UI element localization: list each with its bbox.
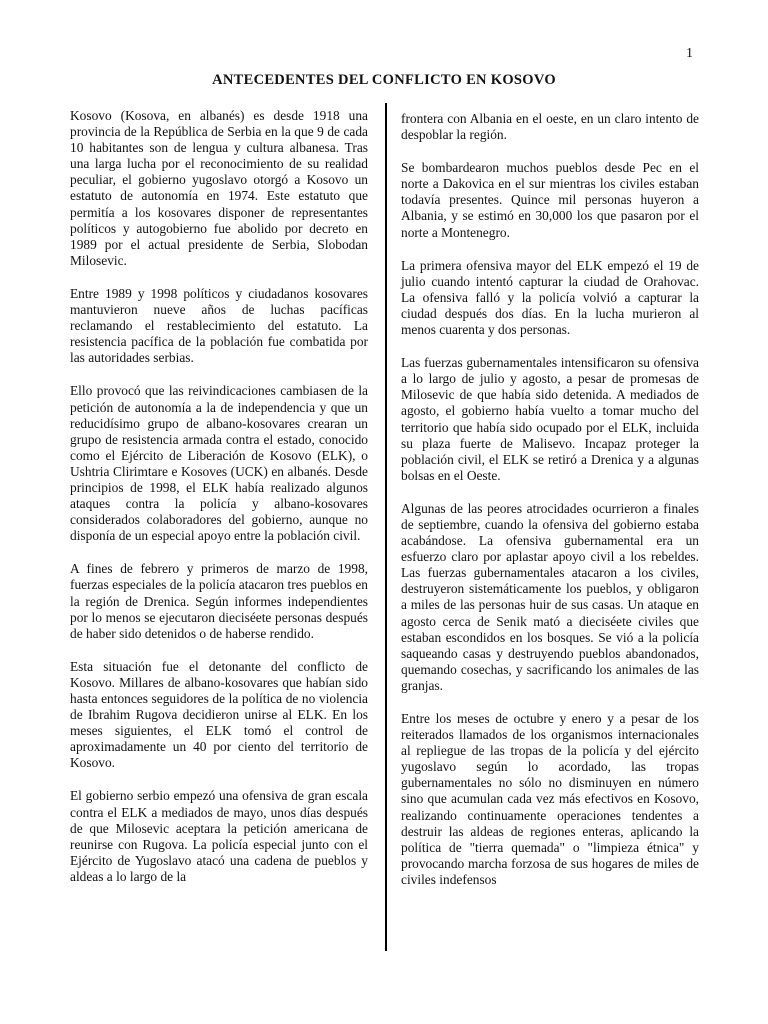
document-title: ANTECEDENTES DEL CONFLICTO EN KOSOVO	[212, 72, 556, 88]
paragraph: Entre los meses de octubre y enero y a pesar de los reiterados llamados de los organismos internacionales al repliegue de las tropas de la policía y del ejército yugoslavo según lo acordado, las tropas gubernamentales no sólo no disminuyen en número sino que acumulan cada vez más efectivos en Kosovo, realizando continuamente operaciones tendentes a destruir las aldeas de regiones enteras, aplicando la política de "tierra quemada" o "limpieza étnica" y provocando marcha forzosa de sus hogares de miles de civiles indefensos	[401, 711, 699, 887]
paragraph: Kosovo (Kosova, en albanés) es desde 1918 una provincia de la República de Serbia en la que 9 de cada 10 habitantes son de lengua y cultura albanesa. Tras una larga lucha por el reconocimiento de su realidad peculiar, el gobierno yugoslavo otorgó a Kosovo un estatuto de autonomía en 1974. Este estatuto que permitía a los kosovares disponer de representantes políticos y autogobierno fue abolido por decreto en 1989 por el actual presidente de Serbia, Slobodan Milosevic.	[70, 108, 368, 268]
paragraph: Entre 1989 y 1998 políticos y ciudadanos kosovares mantuvieron nueve años de luchas pacíficas reclamando el restablecimiento del estatuto. La resistencia pacífica de la población fue combatida por las autoridades serbias.	[70, 285, 368, 366]
paragraph: Algunas de las peores atrocidades ocurrieron a finales de septiembre, cuando la ofensiva del gobierno estaba acabándose. La ofensiva gubernamental era un esfuerzo claro por aplastar apoyo civil a los rebeldes. Las fuerzas gubernamentales atacaron a los civiles, destruyeron sistemáticamente los pueblos, y obligaron a miles de las personas huir de sus casas. Un ataque en agosto cerca de Senik mató a dieciséete civiles que estaban escondidos en los bosques. Se vió a la policía saqueando casas y destruyendo pueblos abandonados, quemando cosechas, y sacrificando los animales de las granjas.	[401, 500, 699, 693]
column-divider	[385, 103, 387, 951]
paragraph: Ello provocó que las reivindicaciones cambiasen de la petición de autonomía a la de independencia y que un reducidísimo grupo de albano-kosovares crearan un grupo de resistencia armada contra el estado, conocido como el Ejército de Liberación de Kosovo (ELK), o Ushtria Clirimtare e Kosoves (UCK) en albanés. Desde principios de 1998, el ELK había realizado algunos ataques contra la policía y albano-kosovares considerados colaboradores del gobierno, aunque no disponía de un especial apoyo entre la población civil.	[70, 383, 368, 544]
paragraph: Las fuerzas gubernamentales intensificaron su ofensiva a lo largo de julio y agosto, a pesar de promesas de Milosevic de que había sido detenida. A mediados de agosto, el gobierno había vuelto a tomar mucho del territorio que había sido ocupado por el ELK, incluida su plaza fuerte de Malisevo. Incapaz proteger la población civil, el ELK se retiró a Drenica y a algunas bolsas en el Oeste.	[401, 355, 699, 483]
paragraph: frontera con Albania en el oeste, en un claro intento de despoblar la región.	[401, 111, 699, 143]
paragraph: Se bombardearon muchos pueblos desde Pec en el norte a Dakovica en el sur mientras los civiles estaban todavía presentes. Quince mil personas huyeron a Albania, y se estimó en 30,000 los que pasaron por el norte a Montenegro.	[401, 160, 699, 240]
paragraph: El gobierno serbio empezó una ofensiva de gran escala contra el ELK a mediados de mayo, unos días después de que Milosevic aceptara la petición americana de reunirse con Rugova. La policía especial junto con el Ejército de Yugoslavo atacó una cadena de pueblos y aldeas a lo largo de la	[70, 788, 368, 884]
paragraph: A fines de febrero y primeros de marzo de 1998, fuerzas especiales de la policía atacaron tres pueblos en la región de Drenica. Según informes independientes por lo menos se ejecutaron dieciséete personas después de haber sido detenidos o de haberse rendido.	[70, 561, 368, 641]
paragraph: Esta situación fue el detonante del conflicto de Kosovo. Millares de albano-kosovares que habían sido hasta entonces seguidores de la política de no violencia de Ibrahim Rugova decidieron unirse al ELK. En los meses siguientes, el ELK tomó el control de aproximadamente un 40 por ciento del territorio de Kosovo.	[70, 658, 368, 771]
right-column	[401, 111, 699, 905]
page-number: 1	[686, 46, 693, 61]
paragraph: La primera ofensiva mayor del ELK empezó el 19 de julio cuando intentó capturar la ciudad de Orahovac. La ofensiva falló y la policía volvió a capturar la ciudad después dos días. En la lucha murieron al menos cuarenta y dos personas.	[401, 257, 699, 338]
left-column	[70, 108, 368, 902]
